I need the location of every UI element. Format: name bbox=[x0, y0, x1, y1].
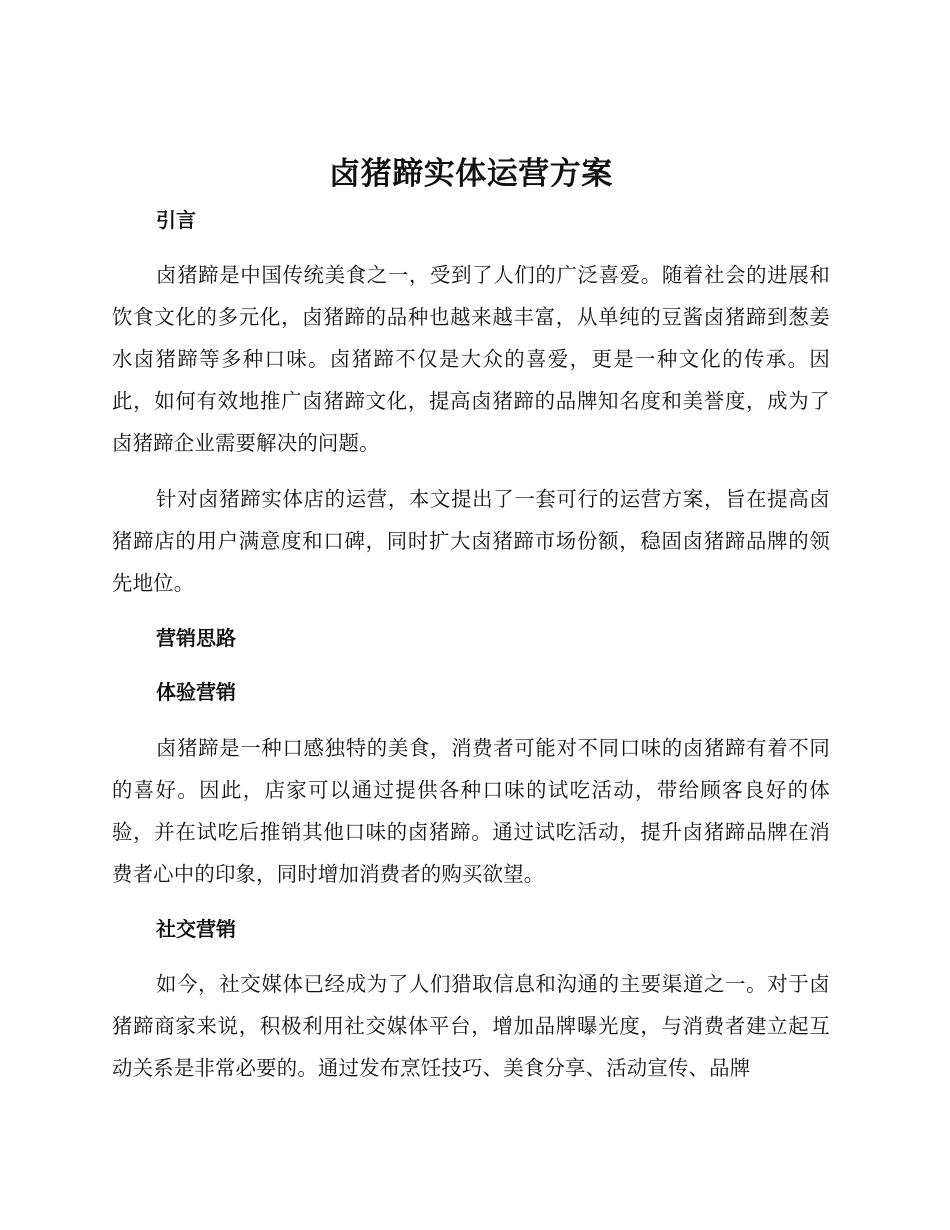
paragraph-social-marketing: 如今，社交媒体已经成为了人们猎取信息和沟通的主要渠道之一。对于卤猪蹄商家来说，积极利用社交媒体平台，增加品牌曝光度，与消费者建立起互动关系是非常必要的。通过发布烹饪技巧、美食分享、活动宣传、品牌 bbox=[112, 972, 830, 1080]
paragraph-introduction-2: 针对卤猪蹄实体店的运营，本文提出了一套可行的运营方案，旨在提高卤猪蹄店的用户满意度和口碑，同时扩大卤猪蹄市场份额，稳固卤猪蹄品牌的领先地位。 bbox=[112, 487, 830, 595]
document-title: 卤猪蹄实体运营方案 bbox=[329, 156, 613, 192]
section-heading-social-marketing: 社交营销 bbox=[156, 917, 236, 941]
section-heading-introduction: 引言 bbox=[156, 208, 196, 232]
paragraph-experience-marketing: 卤猪蹄是一种口感独特的美食，消费者可能对不同口味的卤猪蹄有着不同的喜好。因此，店家可以通过提供各种口味的试吃活动，带给顾客良好的体验，并在试吃后推销其他口味的卤猪蹄。通过试吃活动，提升卤猪蹄品牌在消费者心中的印象，同时增加消费者的购买欲望。 bbox=[112, 736, 830, 886]
paragraph-introduction-1: 卤猪蹄是中国传统美食之一，受到了人们的广泛喜爱。随着社会的进展和饮食文化的多元化，卤猪蹄的品种也越来越丰富，从单纯的豆酱卤猪蹄到葱姜水卤猪蹄等多种口味。卤猪蹄不仅是大众的喜爱，更是一种文化的传承。因此，如何有效地推广卤猪蹄文化，提高卤猪蹄的品牌知名度和美誉度，成为了卤猪蹄企业需要解决的问题。 bbox=[112, 263, 830, 455]
section-heading-marketing-ideas: 营销思路 bbox=[156, 626, 236, 650]
section-heading-experience-marketing: 体验营销 bbox=[156, 680, 236, 704]
